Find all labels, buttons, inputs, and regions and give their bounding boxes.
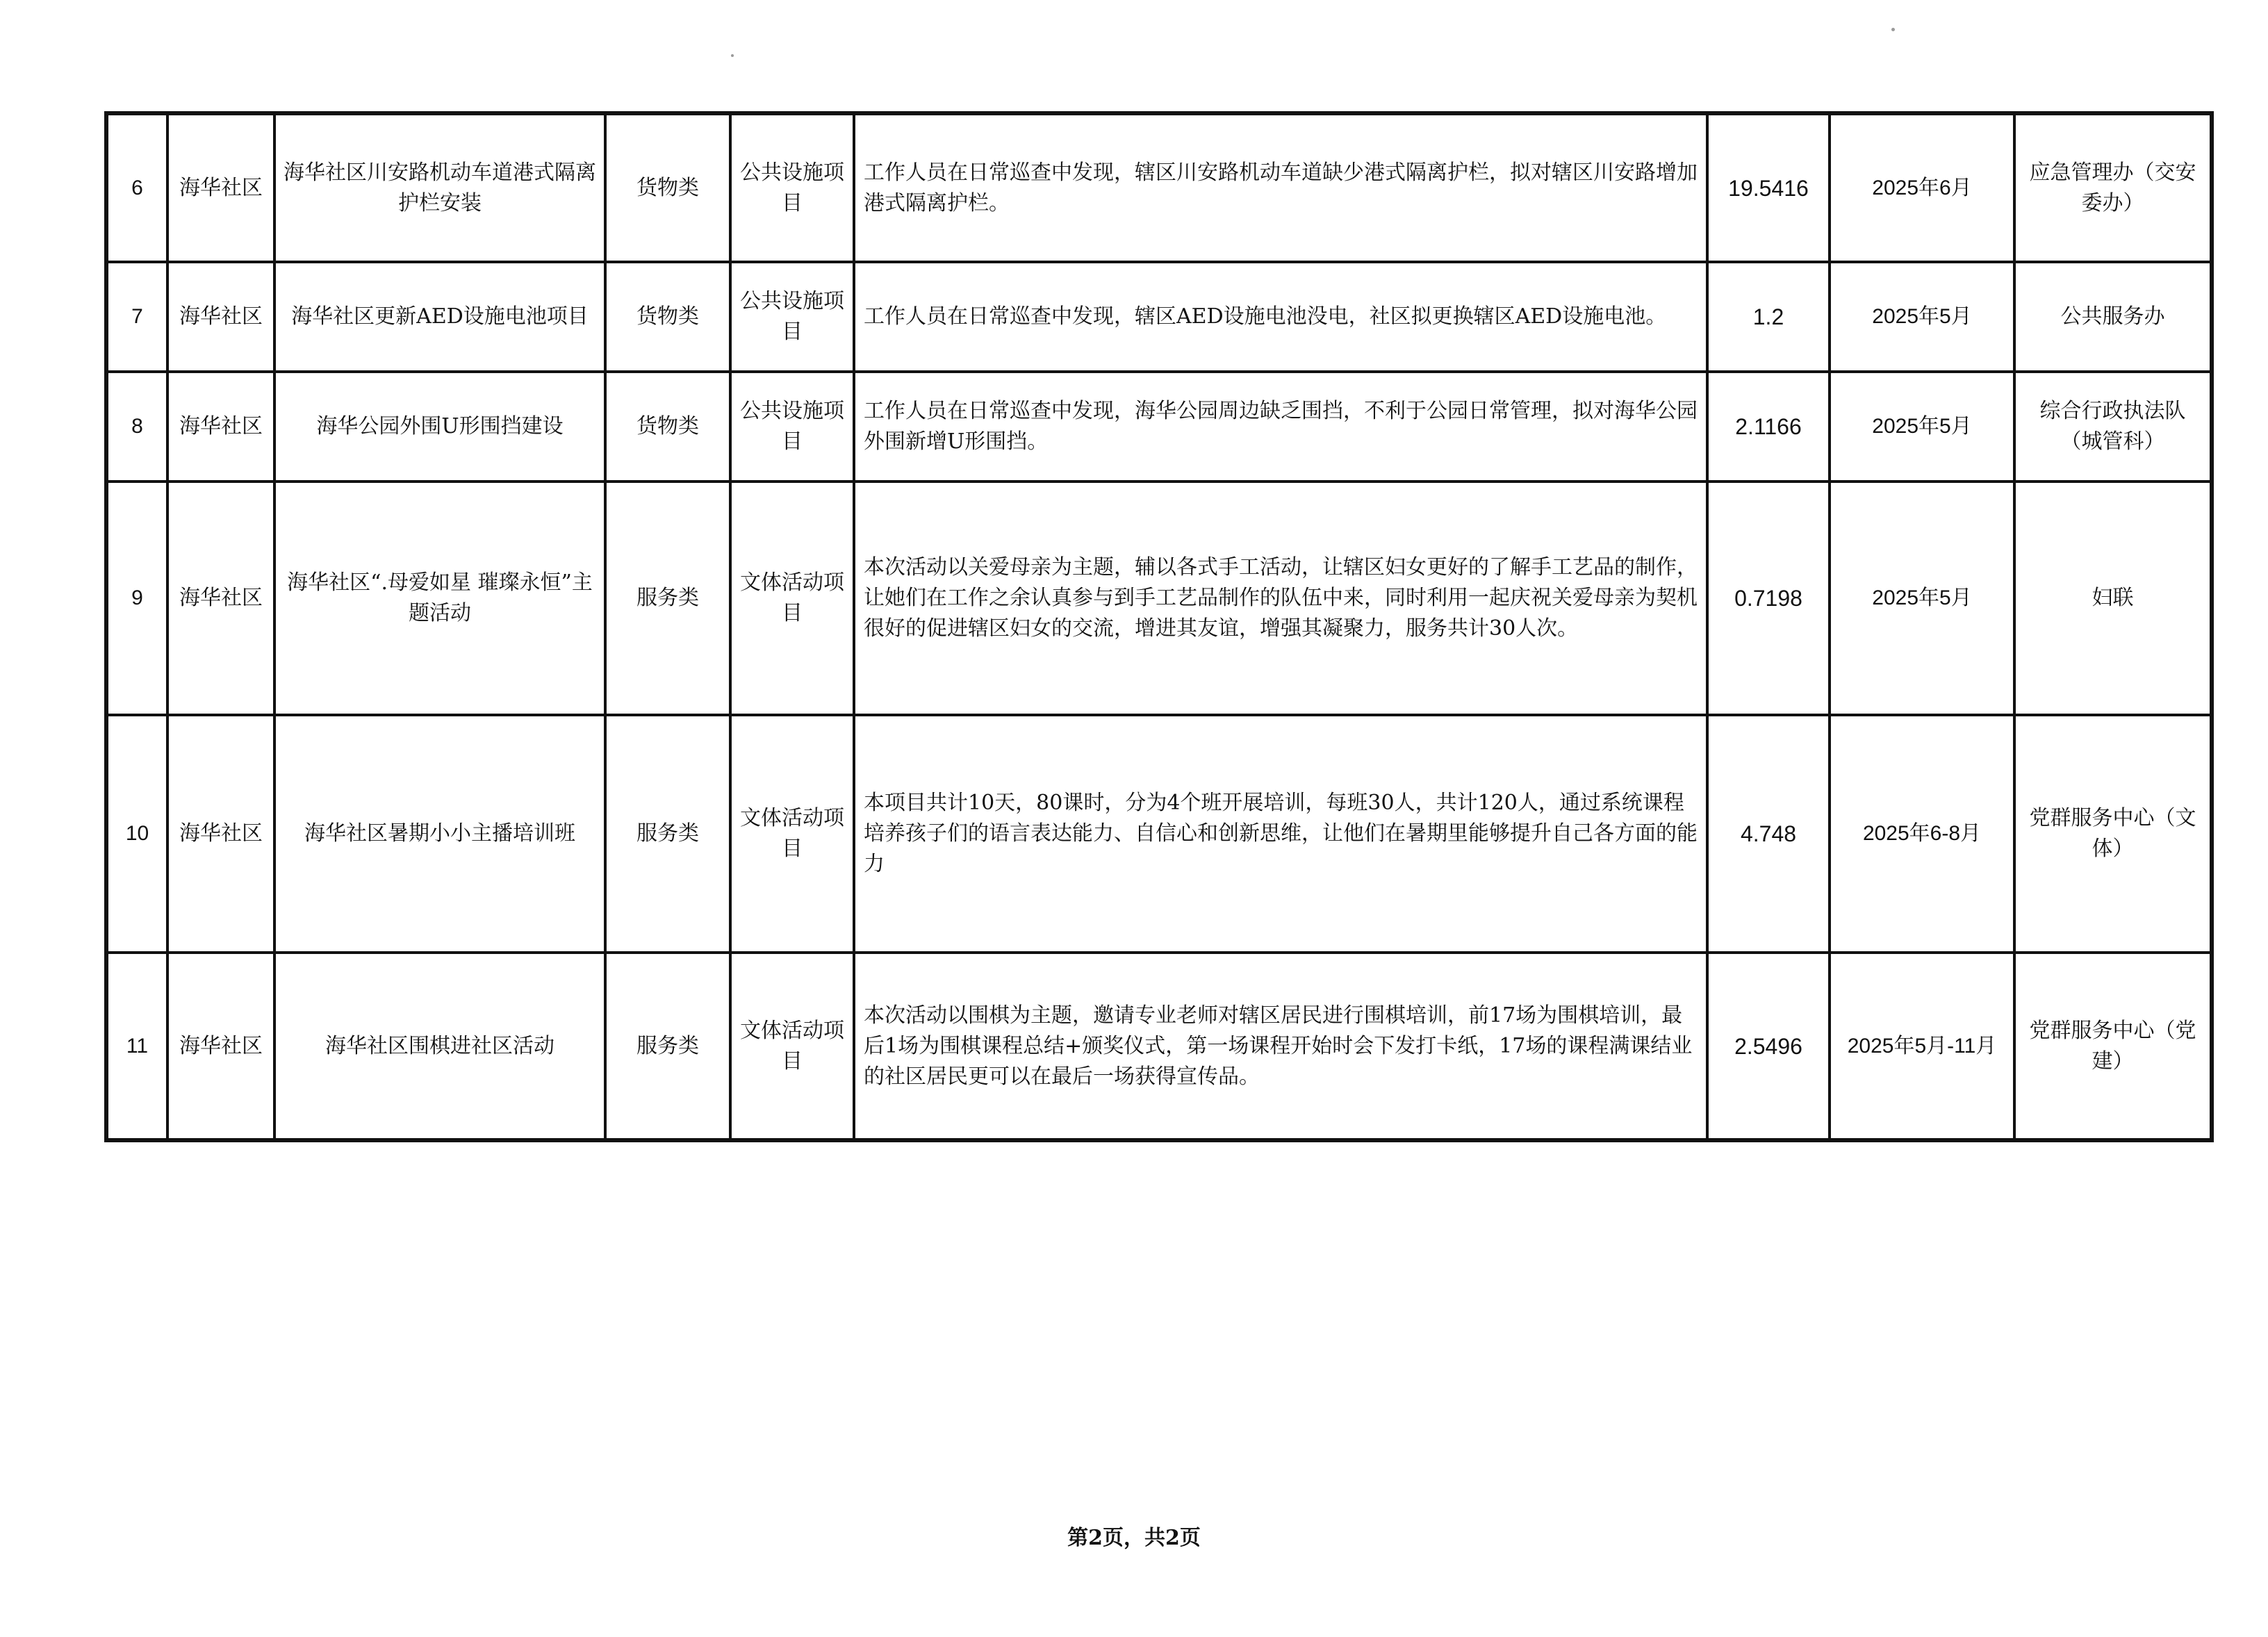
department-cell: 应急管理办（交安委办） [2014,113,2212,262]
project-name-cell: 海华社区川安路机动车道港式隔离护栏安装 [274,113,605,262]
amount-cell: 1.2 [1707,262,1830,372]
project-type-cell: 公共设施项目 [730,113,854,262]
project-type-cell: 文体活动项目 [730,482,854,715]
description-cell: 本次活动以围棋为主题，邀请专业老师对辖区居民进行围棋培训，前17场为围棋培训，最后1场为围棋课程总结+颁奖仪式，第一场课程开始时会下发打卡纸，17场的课程满课结业的社区居民更可以在最后一场获得宣传品。 [854,953,1707,1140]
scan-speck [731,54,734,57]
category-cell: 服务类 [605,482,730,715]
community-cell: 海华社区 [167,482,274,715]
description-cell: 工作人员在日常巡查中发现，海华公园周边缺乏围挡，不利于公园日常管理，拟对海华公园外围新增U形围挡。 [854,372,1707,482]
project-type-cell: 文体活动项目 [730,715,854,953]
row-number: 11 [106,953,167,1140]
department-cell: 党群服务中心（党建） [2014,953,2212,1140]
project-type-cell: 文体活动项目 [730,953,854,1140]
community-cell: 海华社区 [167,113,274,262]
table-row [106,482,2212,715]
amount-cell: 2.1166 [1707,372,1830,482]
period-cell: 2025年6月 [1830,113,2014,262]
department-cell: 综合行政执法队（城管科） [2014,372,2212,482]
row-number: 6 [106,113,167,262]
project-type-cell: 公共设施项目 [730,262,854,372]
department-cell: 党群服务中心（文体） [2014,715,2212,953]
row-number: 7 [106,262,167,372]
table-row [106,113,2212,262]
amount-cell: 4.748 [1707,715,1830,953]
project-name-cell: 海华社区围棋进社区活动 [274,953,605,1140]
period-cell: 2025年5月 [1830,482,2014,715]
department-cell: 妇联 [2014,482,2212,715]
description-cell: 工作人员在日常巡查中发现，辖区AED设施电池没电，社区拟更换辖区AED设施电池。 [854,262,1707,372]
row-number: 9 [106,482,167,715]
period-cell: 2025年5月-11月 [1830,953,2014,1140]
row-number: 8 [106,372,167,482]
amount-cell: 19.5416 [1707,113,1830,262]
page-number: 第2页，共2页 [1067,1526,1201,1550]
project-table [104,111,2214,1142]
category-cell: 服务类 [605,715,730,953]
row-number: 10 [106,715,167,953]
period-cell: 2025年6-8月 [1830,715,2014,953]
amount-cell: 0.7198 [1707,482,1830,715]
amount-cell: 2.5496 [1707,953,1830,1140]
project-name-cell: 海华社区更新AED设施电池项目 [274,262,605,372]
scan-speck [1891,28,1895,31]
period-cell: 2025年5月 [1830,262,2014,372]
project-type-cell: 公共设施项目 [730,372,854,482]
description-cell: 本次活动以关爱母亲为主题，辅以各式手工活动，让辖区妇女更好的了解手工艺品的制作，让她们在工作之余认真参与到手工艺品制作的队伍中来，同时利用一起庆祝关爱母亲为契机很好的促进辖区妇女的交流，增进其友谊，增强其凝聚力，服务共计30人次。 [854,482,1707,715]
table-row [106,372,2212,482]
table-row [106,715,2212,953]
period-cell: 2025年5月 [1830,372,2014,482]
category-cell: 货物类 [605,372,730,482]
category-cell: 服务类 [605,953,730,1140]
description-cell: 工作人员在日常巡查中发现，辖区川安路机动车道缺少港式隔离护栏，拟对辖区川安路增加港式隔离护栏。 [854,113,1707,262]
community-cell: 海华社区 [167,715,274,953]
community-cell: 海华社区 [167,372,274,482]
department-cell: 公共服务办 [2014,262,2212,372]
community-cell: 海华社区 [167,953,274,1140]
community-cell: 海华社区 [167,262,274,372]
table-row [106,262,2212,372]
project-name-cell: 海华公园外围U形围挡建设 [274,372,605,482]
category-cell: 货物类 [605,113,730,262]
category-cell: 货物类 [605,262,730,372]
description-cell: 本项目共计10天，80课时，分为4个班开展培训，每班30人，共计120人，通过系统课程培养孩子们的语言表达能力、自信心和创新思维，让他们在暑期里能够提升自己各方面的能力 [854,715,1707,953]
project-name-cell: 海华社区“.母爱如星 璀璨永恒”主题活动 [274,482,605,715]
project-name-cell: 海华社区暑期小小主播培训班 [274,715,605,953]
table-row [106,953,2212,1140]
